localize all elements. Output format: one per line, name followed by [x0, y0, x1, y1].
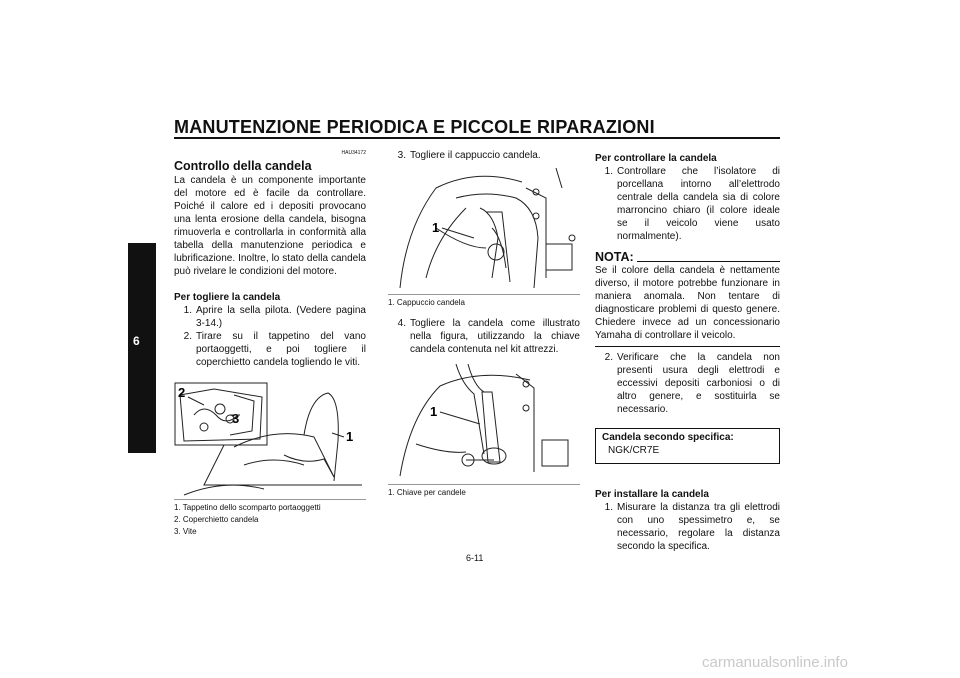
caption-rule: [388, 294, 580, 295]
page-title: MANUTENZIONE PERIODICA E PICCOLE RIPARAZIONI: [174, 117, 655, 137]
step-text: Controllare che l’isolatore di porcellana intorno all’elettrodo centrale della candela sia di colore marroncino chiaro (il colore ideale se il veicolo viene usato normalmente).: [617, 166, 780, 242]
column-right: [595, 149, 780, 553]
spec-value: NGK/CR7E: [608, 445, 660, 456]
remove-heading: Per togliere la candela: [174, 292, 281, 303]
remove-step-3: [388, 149, 580, 162]
figure-caption-1: 1. Tappetino dello scomparto portaoggetti: [174, 503, 321, 512]
watermark: carmanualsonline.info: [702, 654, 848, 671]
section-intro: La candela è un componente importante del motore ed è facile da controllare. Poiché il calore ed i depositi provocano una lenta erosione della candela, bisogna rimuoverla e controllarla in conformità alla tabella della manutenzione periodica e lubrificazione. Inoltre, lo stato della candela può rivelare le condizioni del motore.: [174, 175, 366, 277]
check-heading: Per controllare la candela: [595, 153, 717, 164]
step-number: 4.: [397, 318, 406, 329]
page-number: 6-11: [466, 553, 484, 563]
install-step-1: [595, 501, 780, 553]
remove-step-2: [174, 330, 366, 369]
step-number: 1.: [604, 502, 613, 513]
note-rule: [637, 261, 780, 262]
figure-spark-plug-cap: [396, 168, 584, 292]
step-number: 1.: [604, 166, 613, 177]
step-text: Verificare che la candela non presenti usura degli elettrodi e eccessivi depositi carboniosi o di altro genere, e sostituirla se necessario.: [617, 352, 780, 415]
note-text: Se il colore della candela è nettamente diverso, il motore potrebbe funzionare in maniera anomala. Non tentare di diagnosticare problemi di questo genere. Chiedere invece ad un concessionario Yamaha di controllare il veicolo.: [595, 265, 780, 341]
check-step-2: [595, 351, 780, 416]
callout-1: 1: [430, 404, 438, 419]
spec-title: Candela secondo specifica:: [602, 432, 734, 443]
chapter-tab-label: 6: [133, 334, 140, 348]
step-number: 2.: [604, 352, 613, 363]
note-header: [595, 251, 780, 264]
step-number: 3.: [397, 150, 406, 161]
section-heading: Controllo della candela: [174, 159, 312, 173]
chapter-tab: [128, 243, 156, 453]
caption-rule: [174, 499, 366, 500]
check-step-1: [595, 165, 780, 243]
step-number: 2.: [183, 331, 192, 342]
callout-1: 1: [346, 429, 354, 444]
note-label: NOTA:: [595, 250, 634, 264]
step-text: Aprire la sella pilota. (Vedere pagina 3-14.): [196, 305, 366, 329]
title-rule: [174, 137, 780, 139]
figure-caption-1: 1. Chiave per candele: [388, 488, 466, 497]
figure-caption-2: 2. Coperchietto candela: [174, 515, 259, 524]
caption-rule: [388, 484, 580, 485]
step-text: Tirare su il tappetino del vano portaoggetti, e poi togliere il coperchietto candela togliendo le viti.: [196, 331, 366, 368]
step-text: Misurare la distanza tra gli elettrodi con uno spessimetro e, se necessario, regolare la distanza secondo la specifica.: [617, 502, 780, 552]
install-heading: Per installare la candela: [595, 489, 709, 500]
figure-caption-1: 1. Cappuccio candela: [388, 298, 465, 307]
callout-1: 1: [432, 220, 440, 235]
step-text: Togliere la candela come illustrato nella figura, utilizzando la chiave candela contenuta nel kit attrezzi.: [410, 318, 580, 355]
step-number: 1.: [183, 305, 192, 316]
note-end-rule: [595, 346, 780, 347]
figure-spark-plug-wrench: [396, 364, 584, 482]
column-middle: [388, 149, 580, 499]
column-left: [174, 149, 366, 538]
figure-caption-3: 3. Vite: [174, 527, 197, 536]
callout-3: 3: [232, 411, 240, 426]
section-code: HAU34172: [341, 150, 366, 156]
figure-storage-mat-and-cover: [174, 375, 364, 497]
step-text: Togliere il cappuccio candela.: [410, 150, 541, 161]
spec-box: [595, 428, 780, 464]
callout-2: 2: [178, 385, 186, 400]
remove-step-1: [174, 304, 366, 330]
remove-step-4: [388, 317, 580, 356]
